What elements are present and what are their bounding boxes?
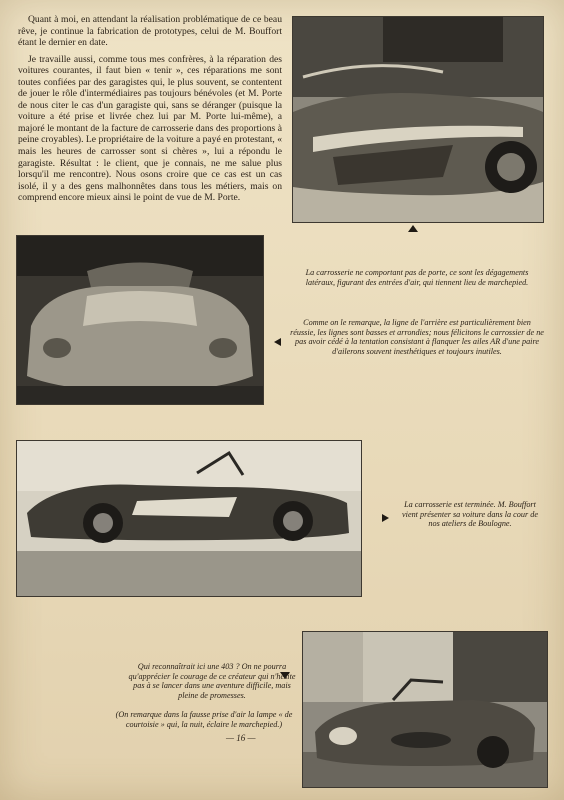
- caption-full-side: La carrosserie est terminée. M. Bouffort vient présenter sa voiture dans la cour de nos ateliers de Boulogne.: [402, 500, 538, 529]
- photo-front-view: [302, 631, 548, 788]
- article-paragraph: Quant à moi, en attendant la réalisation problématique de ce beau rêve, je continue la fabrication de prototypes, celui de M. Bouffort étant le dernier en date.: [18, 14, 282, 49]
- caption-pointer-left: [274, 338, 281, 346]
- caption-front-view: Qui reconnaîtrait ici une 403 ? On ne pourra qu'apprécier le courage de ce créateur qui n'hésite pas à se lancer dans une aventure difficile, mais pleine de promesses.: [128, 662, 296, 700]
- photo-full-side: [16, 440, 362, 597]
- caption-pointer-up: [408, 225, 418, 232]
- page-number: — 16 —: [226, 733, 256, 743]
- caption-rear-view: Comme on le remarque, la ligne de l'arrière est particulièrement bien réussie, les lignes sont basses et arrondies; nous félicitons le carrossier de ne pas avoir cédé à la tentation consistant à flanquer les ailes AR d'une paire d'ailerons souvent inesthétiques et toujours inutiles.: [290, 318, 544, 356]
- caption-pointer-down: [280, 672, 290, 679]
- photo-side-detail: [292, 16, 544, 223]
- caption-side-detail: La carrosserie ne comportant pas de porte, ce sont les dégagements latéraux, figurant des entrées d'air, qui tiennent lieu de marchepied.: [305, 268, 529, 287]
- caption-pointer-right: [382, 514, 389, 522]
- article-body: [18, 14, 282, 209]
- photo-rear-view: [16, 235, 264, 405]
- caption-lamp-note: (On remarque dans la fausse prise d'air la lampe « de courtoisie » qui, la nuit, éclaire le marchepied.): [115, 710, 293, 729]
- article-paragraph: Je travaille aussi, comme tous mes confrères, à la réparation des voitures courantes, il faut bien « tenir », ces réparations me sont toutes confiées par des garagistes qui, le plus souvent, se contentent de jouer le rôle d'intermédiaires pas toujours bénévoles (et M. Porte de nous citer le cas d'un garagiste qui, sans se déranger (puisque la voiture a été prise et livrée chez lui par M. Porte lui-même), a majoré le montant de la facture de carrosserie dans des proportions à peine croyables). Le propriétaire de la voiture a payé en protestant, « mais les heures de carrosser sont si chères », lui a répondu le garagiste. Résultat : le client, que je connais, ne me salue plus lorsqu'il me rencontre). Nous osons croire que ce cas est un cas isolé, il y a des gens malhonnêtes dans tous les métiers, mais on comprend encore mieux ainsi le point de vue de M. Porte.: [18, 53, 282, 204]
